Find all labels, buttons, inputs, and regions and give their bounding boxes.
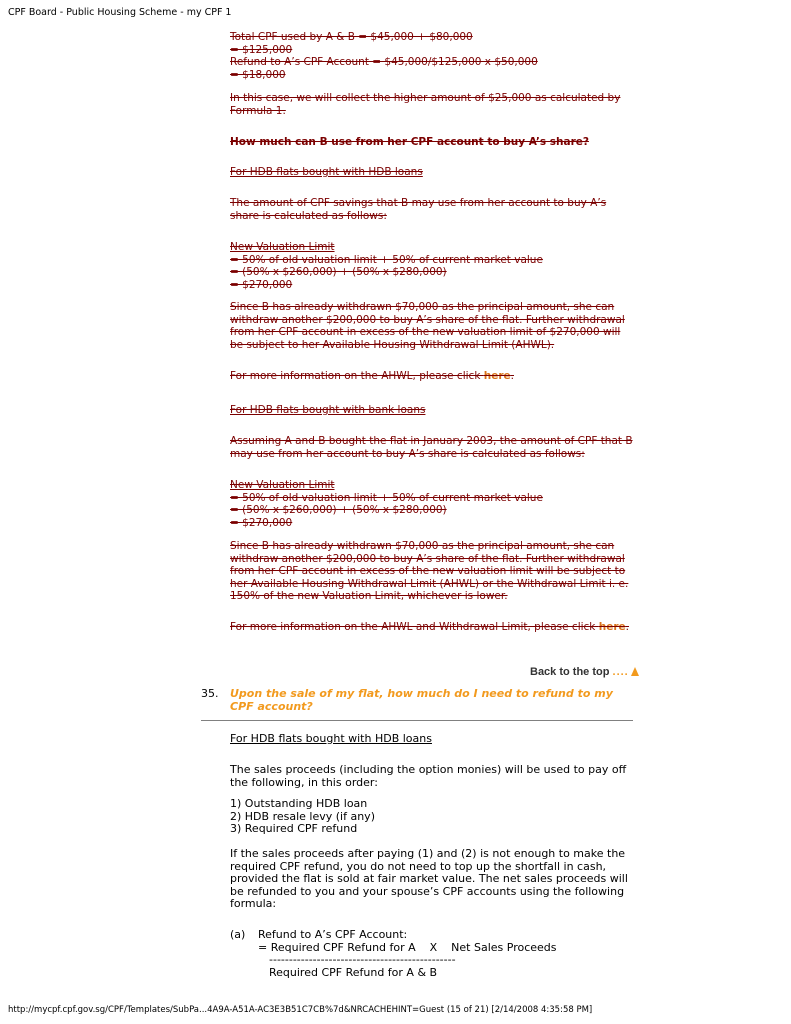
higher-amount-text: In this case, we will collect the higher amount of $25,000 as calculated by Formula 1. xyxy=(230,92,621,117)
hdb-nvl-block xyxy=(230,241,633,291)
bank-more-info xyxy=(230,621,633,634)
bank-nvl-line-2: = (50% x $260,000) + (50% x $280,000) xyxy=(230,504,447,516)
refund-a-line-1: Refund to A’s CPF Account = $45,000/$125,000 x $50,000 xyxy=(230,56,538,68)
formula-denominator: Required CPF Refund for A & B xyxy=(269,965,438,979)
sales-intro-text: The sales proceeds (including the option monies) will be used to pay off the following, in this order: xyxy=(230,763,627,789)
formula-numerator: = Required CPF Refund for A X Net Sales Proceeds xyxy=(258,940,557,954)
hdb-more-info-period: . xyxy=(510,370,514,382)
bank-nvl-line-3: = $270,000 xyxy=(230,516,293,529)
hdb-amount-text: The amount of CPF savings that B may use from her account to buy A’s share is calculated as follows: xyxy=(230,197,607,222)
list-item: 3) Required CPF refund xyxy=(230,822,358,835)
status-url: http://mycpf.cpf.gov.sg/CPF/Templates/SubPa...4A9A-A51A-AC3E3B51C7CB%7d&NRCACHEHINT=Guest (15 of 21) [2/14/2008 4:35:58 PM] xyxy=(8,1005,593,1015)
list-item: 2) HDB resale levy (if any) xyxy=(230,809,375,823)
section-divider xyxy=(201,720,633,721)
hdb-more-info-text: For more information on the AHWL, please click xyxy=(230,370,484,382)
shortfall-text: If the sales proceeds after paying (1) and (2) is not enough to make the required CPF refund, you do not need to top up the shortfall in cash, provided the flat is sold at fair market value. The net sales proceeds will be refunded to you and your spouse’s CPF accounts using the following formula: xyxy=(230,847,628,910)
bank-more-info-text: For more information on the AHWL and Withdrawal Limit, please click xyxy=(230,621,599,633)
bank-assuming-text: Assuming A and B bought the flat in January 2003, the amount of CPF that B may use from her account to buy A’s share is calculated as follows: xyxy=(230,435,633,460)
formula-divider: ----------------------------------------------- xyxy=(269,953,456,966)
total-used-block xyxy=(230,31,633,81)
list-item: 1) Outstanding HDB loan xyxy=(230,797,368,810)
back-to-top-label: Back to the top xyxy=(530,666,610,678)
total-used-line-1: Total CPF used by A & B = $45,000 + $80,000 xyxy=(230,31,473,43)
question-number: 35. xyxy=(201,687,219,700)
bank-nvl-block xyxy=(230,479,633,529)
hdb-nvl-title: New Valuation Limit xyxy=(230,241,335,253)
hdb-here-link[interactable]: here xyxy=(483,370,511,382)
back-to-top-dots: .... xyxy=(612,666,629,678)
formula-title: Refund to A’s CPF Account: xyxy=(258,928,408,941)
hdb-nvl-line-1: = 50% of old valuation limit + 50% of current market value xyxy=(230,253,543,266)
bank-here-link[interactable]: here xyxy=(598,621,626,633)
total-used-line-2: = $125,000 xyxy=(230,43,293,56)
bank-nvl-title: New Valuation Limit xyxy=(230,479,335,491)
bank-nvl-line-1: = 50% of old valuation limit + 50% of current market value xyxy=(230,491,543,504)
refund-a-line-2: = $18,000 xyxy=(230,68,286,81)
how-much-heading: How much can B use from her CPF account to buy A’s share? xyxy=(230,136,589,148)
hdb-since-text: Since B has already withdrawn $70,000 as the principal amount, she can withdraw another $200,000 to buy A’s share of the flat. Further withdrawal from her CPF account in excess of the new valuation limit of $270,000 will be subject to her Available Housing Withdrawal Limit (AHWL). xyxy=(230,301,625,351)
bank-loans-heading: For HDB flats bought with bank loans xyxy=(230,404,426,416)
hdb-loans-heading-struck: For HDB flats bought with HDB loans xyxy=(230,166,423,178)
window-title: CPF Board - Public Housing Scheme - my CPF 1 xyxy=(8,7,232,18)
payoff-list xyxy=(230,798,633,836)
hdb-more-info xyxy=(230,370,633,383)
answer-hdb-loans-heading: For HDB flats bought with HDB loans xyxy=(230,732,432,745)
bank-since-text: Since B has already withdrawn $70,000 as the principal amount, she can withdraw another $200,000 to buy A’s share of the flat. Further withdrawal from her CPF account in excess of the new valuation limit will be subject to her Available Housing Withdrawal Limit (AHWL) or the Withdrawal Limit i. e. 150% of the new Valuation Limit, whichever is lower. xyxy=(230,540,629,602)
back-to-top-link[interactable] xyxy=(530,666,630,678)
hdb-nvl-line-3: = $270,000 xyxy=(230,278,293,291)
up-arrow-icon xyxy=(631,667,639,676)
question-title: Upon the sale of my flat, how much do I need to refund to my CPF account? xyxy=(230,687,613,713)
hdb-nvl-line-2: = (50% x $260,000) + (50% x $280,000) xyxy=(230,266,447,278)
formula-label: (a) xyxy=(230,928,246,941)
bank-more-info-period: . xyxy=(625,621,629,633)
